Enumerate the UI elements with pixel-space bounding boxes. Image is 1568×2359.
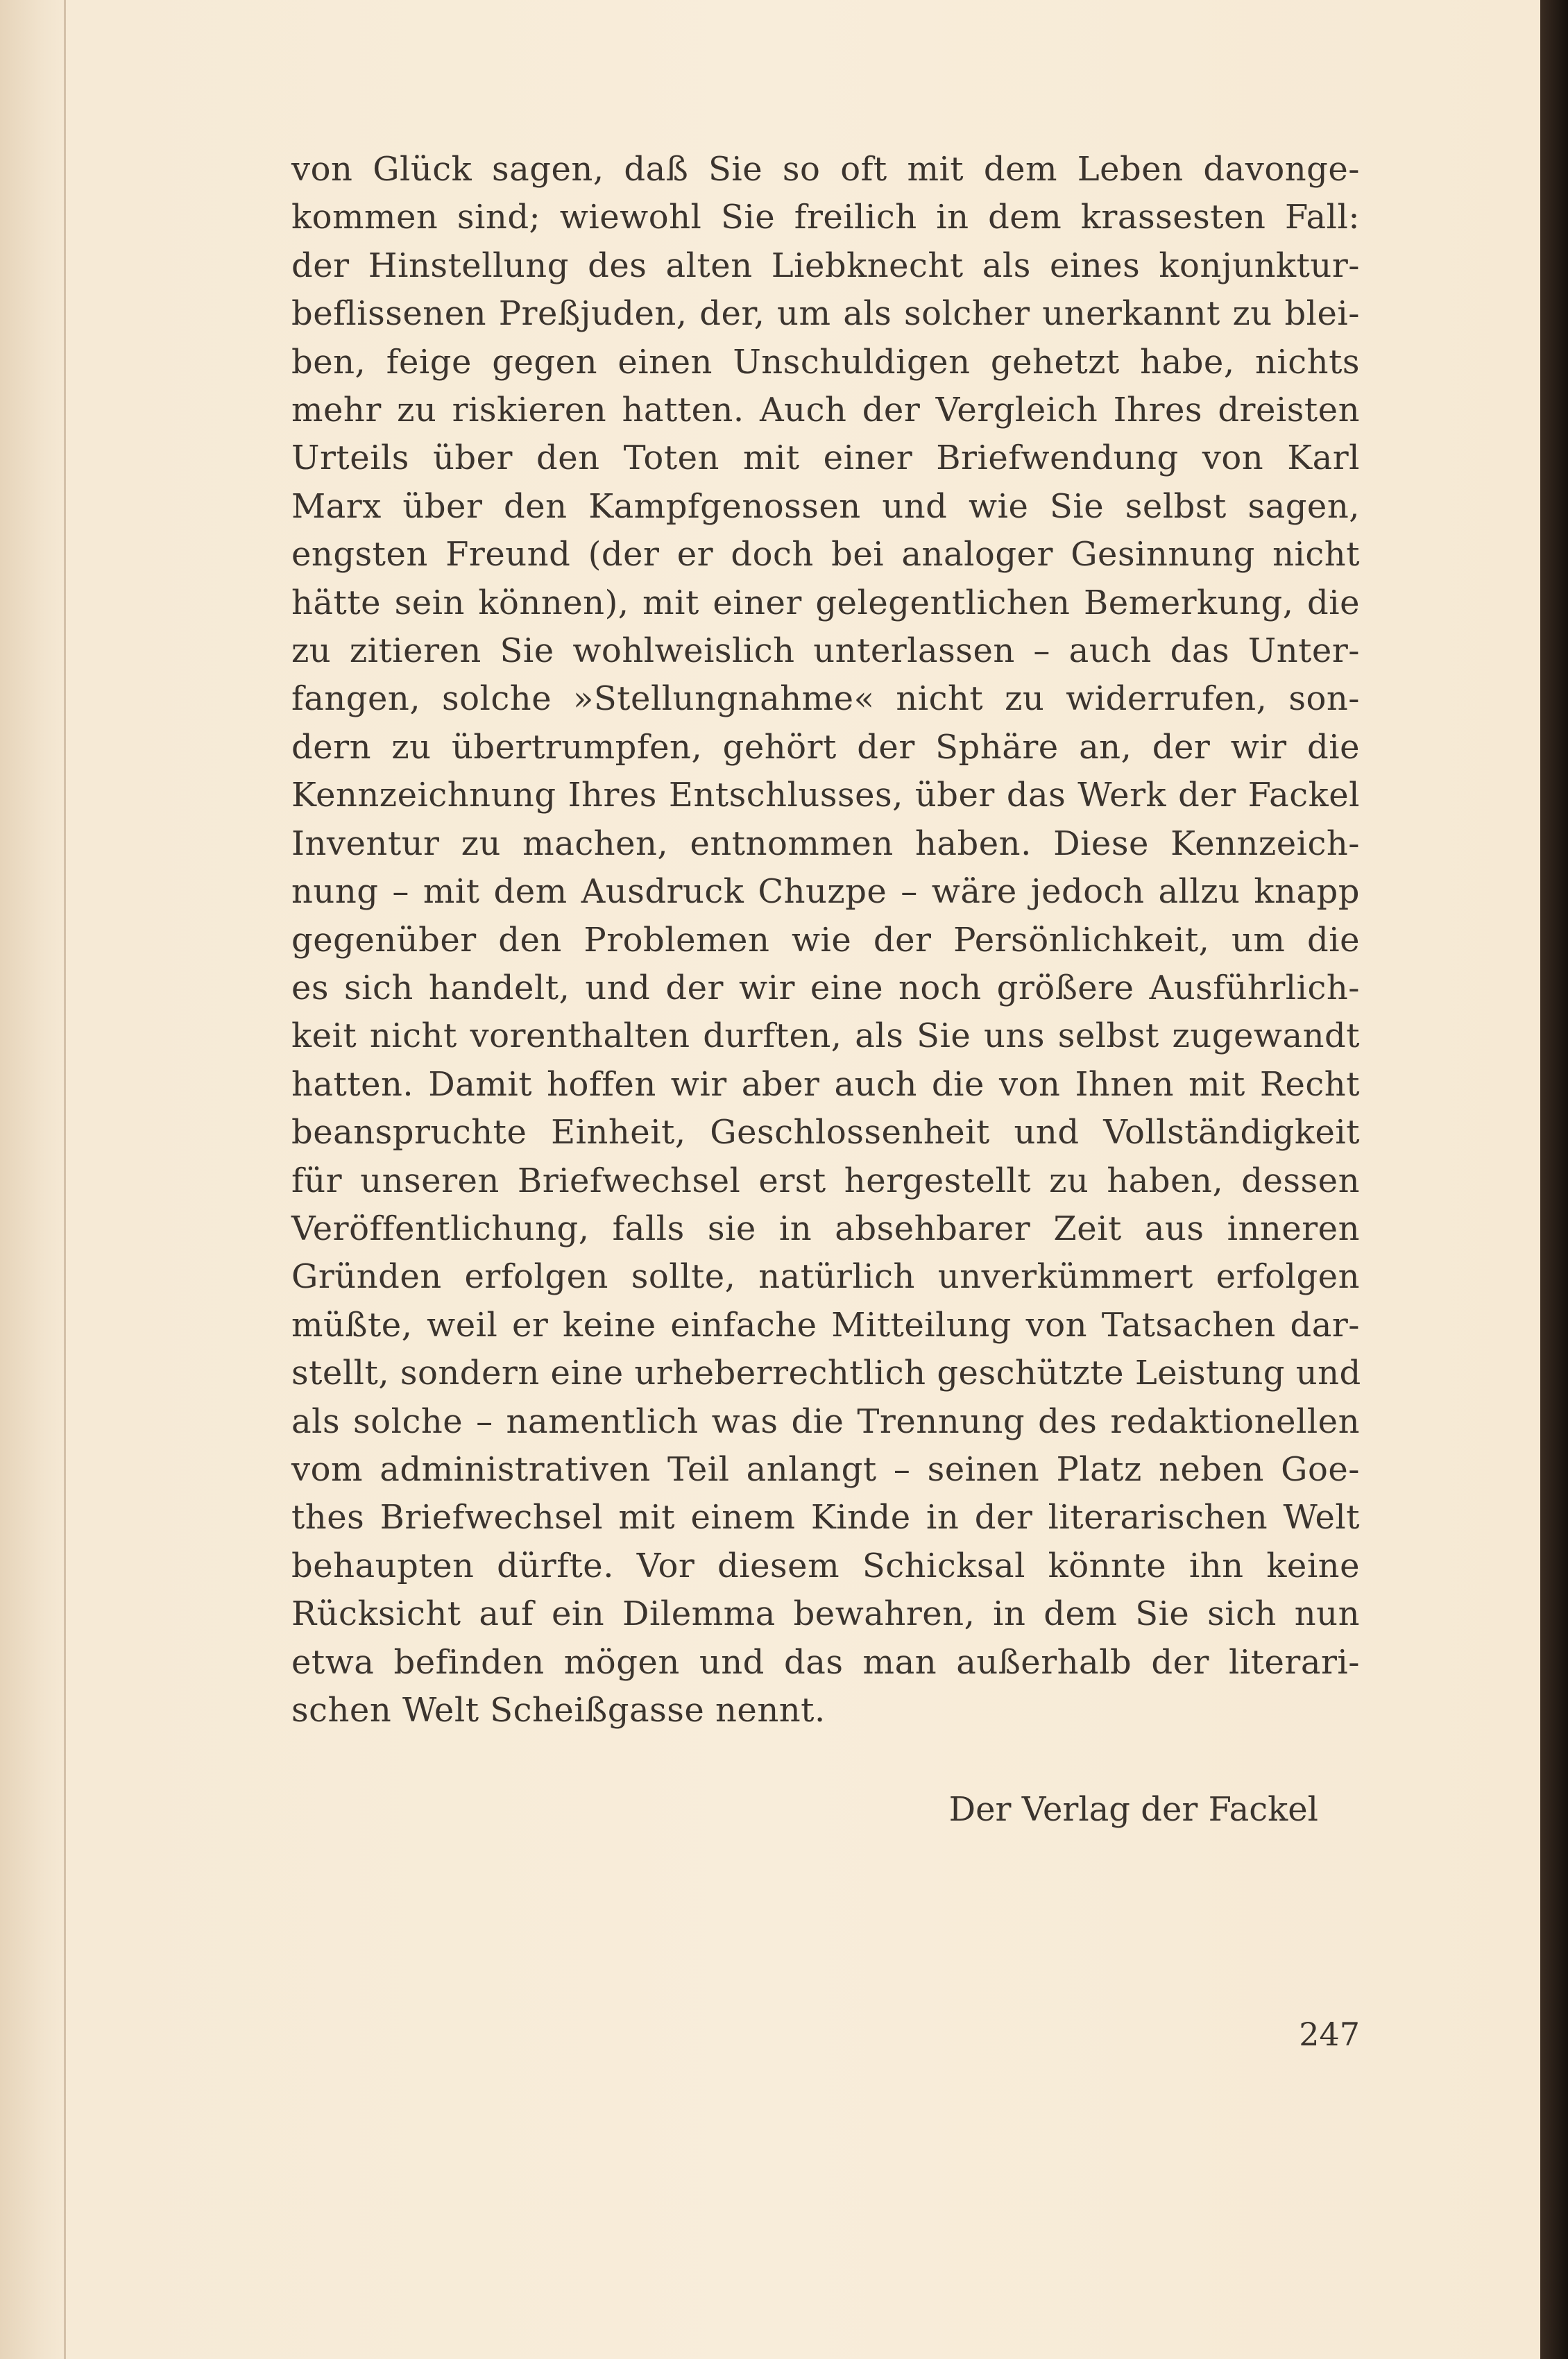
text-line: nung – mit dem Ausdruck Chuzpe – wäre jedoch allzu knapp	[291, 872, 1360, 912]
text-line: dern zu übertrumpfen, gehört der Sphäre an, der wir die	[291, 727, 1360, 767]
page-gutter	[0, 0, 69, 2359]
text-line: schen Welt Scheißgasse nennt.	[291, 1691, 826, 1730]
text-line: Veröffentlichung, falls sie in absehbarer Zeit aus inneren	[291, 1209, 1360, 1248]
text-line: müßte, weil er keine einfache Mitteilung von Tatsachen dar-	[291, 1305, 1360, 1345]
text-line: thes Briefwechsel mit einem Kinde in der literarischen Welt	[291, 1498, 1360, 1538]
text-line: zu zitieren Sie wohlweislich unterlassen – auch das Unter-	[291, 631, 1360, 671]
text-line: es sich handelt, und der wir eine noch größere Ausführlich-	[291, 968, 1360, 1007]
text-line: beanspruchte Einheit, Geschlossenheit und Vollständigkeit	[291, 1113, 1360, 1152]
page-number: 247	[1299, 2016, 1360, 2053]
text-line: Kennzeichnung Ihres Entschlusses, über das Werk der Fackel	[291, 776, 1360, 815]
text-line: der Hinstellung des alten Liebknecht als eines konjunktur-	[291, 246, 1360, 285]
text-line: beflissenen Preßjuden, der, um als solcher unerkannt zu blei-	[291, 294, 1360, 334]
text-line: als solche – namentlich was die Trennung des redaktionellen	[291, 1402, 1360, 1441]
publisher-signature: Der Verlag der Fackel	[948, 1790, 1318, 1829]
text-line: Gründen erfolgen sollte, natürlich unverkümmert erfolgen	[291, 1257, 1360, 1297]
body-text	[291, 146, 1360, 1735]
text-line: hatten. Damit hoffen wir aber auch die von Ihnen mit Recht	[291, 1064, 1360, 1104]
text-line: Inventur zu machen, entnommen haben. Diese Kennzeich-	[291, 824, 1360, 863]
text-line: behaupten dürfte. Vor diesem Schicksal könnte ihn keine	[291, 1546, 1360, 1585]
text-line: ben, feige gegen einen Unschuldigen gehetzt habe, nichts	[291, 342, 1360, 382]
text-line: von Glück sagen, daß Sie so oft mit dem Leben davonge-	[291, 150, 1360, 189]
text-line: vom administrativen Teil anlangt – seinen Platz neben Goe-	[291, 1449, 1360, 1489]
text-line: engsten Freund (der er doch bei analoger Gesinnung nicht	[291, 535, 1360, 574]
text-line: kommen sind; wiewohl Sie freilich in dem krassesten Fall:	[291, 198, 1360, 237]
text-line: für unseren Briefwechsel erst hergestellt zu haben, dessen	[291, 1161, 1360, 1200]
text-line: mehr zu riskieren hatten. Auch der Vergleich Ihres dreisten	[291, 391, 1360, 430]
text-line: hätte sein können), mit einer gelegentlichen Bemerkung, die	[291, 583, 1360, 622]
text-line: keit nicht vorenthalten durften, als Sie uns selbst zugewandt	[291, 1016, 1360, 1056]
text-line: Urteils über den Toten mit einer Briefwendung von Karl	[291, 438, 1360, 478]
text-line: Marx über den Kampfgenossen und wie Sie selbst sagen,	[291, 486, 1360, 526]
text-line: fangen, solche »Stellungnahme« nicht zu widerrufen, son-	[291, 679, 1360, 719]
page-fold	[64, 0, 66, 2359]
text-line: stellt, sondern eine urheberrechtlich geschützte Leistung und	[291, 1354, 1361, 1393]
text-line: gegenüber den Problemen wie der Persönlichkeit, um die	[291, 920, 1360, 960]
text-line: etwa befinden mögen und das man außerhalb der literari-	[291, 1642, 1360, 1682]
scan-edge	[1540, 0, 1568, 2359]
text-line: Rücksicht auf ein Dilemma bewahren, in dem Sie sich nun	[291, 1594, 1360, 1634]
